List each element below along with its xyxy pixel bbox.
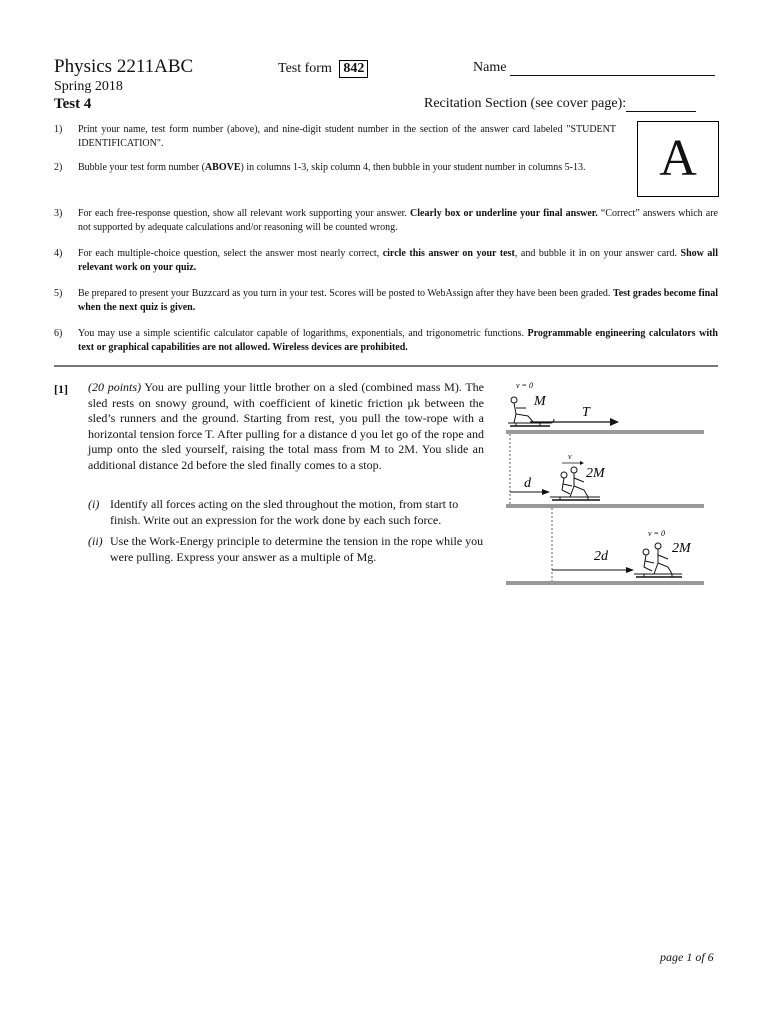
ground-bottom	[506, 581, 704, 585]
ground-top	[506, 430, 704, 434]
mass-bottom-label: 2M	[672, 541, 691, 556]
question-body	[88, 380, 484, 474]
instruction-text: Bubble your test form number (ABOVE) in columns 1-3, skip column 4, then bubble in your student number in columns 5-13.	[78, 162, 586, 173]
semester: Spring 2018	[54, 79, 123, 94]
question-text: You are pulling your little brother on a sled (combined mass M). The sled rests on snowy ground, with coefficient of kinetic friction μk between the sled’s runners and the ground. Starting from rest, you pull the tow-rope with a horizontal tension force T. After pulling for a distance d you let go of the rope and jump onto the sled yourself, raising the total mass from M to 2M. You slide an additional distance 2d before the sled finally comes to a stop.	[88, 380, 484, 472]
instruction-num: 2)	[54, 162, 63, 173]
instruction-text: You may use a simple scientific calculator capable of logarithms, exponentials, and trigonometric functions. Programmable engineering calculators with text or graphical capabilities are not allowed. Wireless devices are prohibited.	[78, 328, 718, 353]
tension-label: T	[582, 405, 590, 420]
instruction-text: For each free-response question, show all relevant work supporting your answer. Clearly box or underline your final answer. “Correct” answers which are not supported by adequate calculations and/or reasoning will be counted wrong.	[78, 208, 718, 233]
mass-mid-label: 2M	[586, 466, 605, 481]
v-mid-label: v	[568, 452, 572, 461]
dist-mid-label: d	[524, 476, 531, 491]
sled-diagram	[500, 378, 720, 593]
ground-middle	[506, 504, 704, 508]
recitation-label: Recitation Section (see cover page):	[424, 96, 627, 111]
dist-bottom-label: 2d	[594, 549, 608, 564]
page-number: page 1 of 6	[660, 950, 714, 964]
part-label: (i)	[88, 497, 100, 511]
test-form	[278, 60, 368, 78]
instruction-text: Be prepared to present your Buzzcard as you turn in your test. Scores will be posted to WebAssign after they have been been graded. Test grades become final when the next quiz is given.	[78, 288, 718, 313]
v0-top-label: v = 0	[516, 381, 533, 390]
test-form-number: 842	[339, 60, 368, 78]
recitation-field[interactable]	[424, 96, 696, 112]
instruction-num: 1)	[54, 124, 63, 135]
instruction-text: For each multiple-choice question, select the answer most nearly correct, circle this answer on your test, and bubble it in on your answer card. Show all relevant work on your quiz.	[78, 248, 718, 273]
section-divider	[54, 365, 718, 367]
instruction-text: Print your name, test form number (above), and nine-digit student number in the section of the answer card labeled "STUDENT IDENTIFICATION".	[78, 124, 616, 149]
instruction-num: 4)	[54, 248, 63, 259]
question-points: (20 points)	[88, 380, 142, 394]
velocity-arrowhead	[580, 461, 584, 465]
recitation-blank[interactable]	[626, 98, 696, 112]
question-number: [1]	[54, 382, 68, 396]
part-label: (ii)	[88, 534, 103, 548]
tension-arrowhead	[610, 418, 619, 426]
name-blank[interactable]	[510, 62, 715, 76]
instruction-num: 5)	[54, 288, 63, 299]
test-name: Test 4	[54, 96, 92, 112]
dist-2d-arrowhead	[626, 567, 634, 573]
instruction-num: 6)	[54, 328, 63, 339]
part-text: Use the Work-Energy principle to determine the tension in the rope while you were pulling. Express your answer as a multiple of Mg.	[110, 534, 484, 564]
v0-bottom-label: v = 0	[648, 529, 665, 538]
dist-d-arrowhead	[542, 489, 550, 495]
mass-top-label: M	[534, 394, 546, 409]
name-label: Name	[473, 60, 507, 75]
version-letter-box: A	[637, 121, 719, 197]
test-form-label: Test form	[278, 61, 332, 76]
name-field[interactable]	[473, 60, 715, 76]
part-text: Identify all forces acting on the sled throughout the motion, from start to finish. Write out an expression for the work done by each such force.	[110, 497, 459, 527]
instruction-num: 3)	[54, 208, 63, 219]
course-title: Physics 2211ABC	[54, 56, 194, 77]
